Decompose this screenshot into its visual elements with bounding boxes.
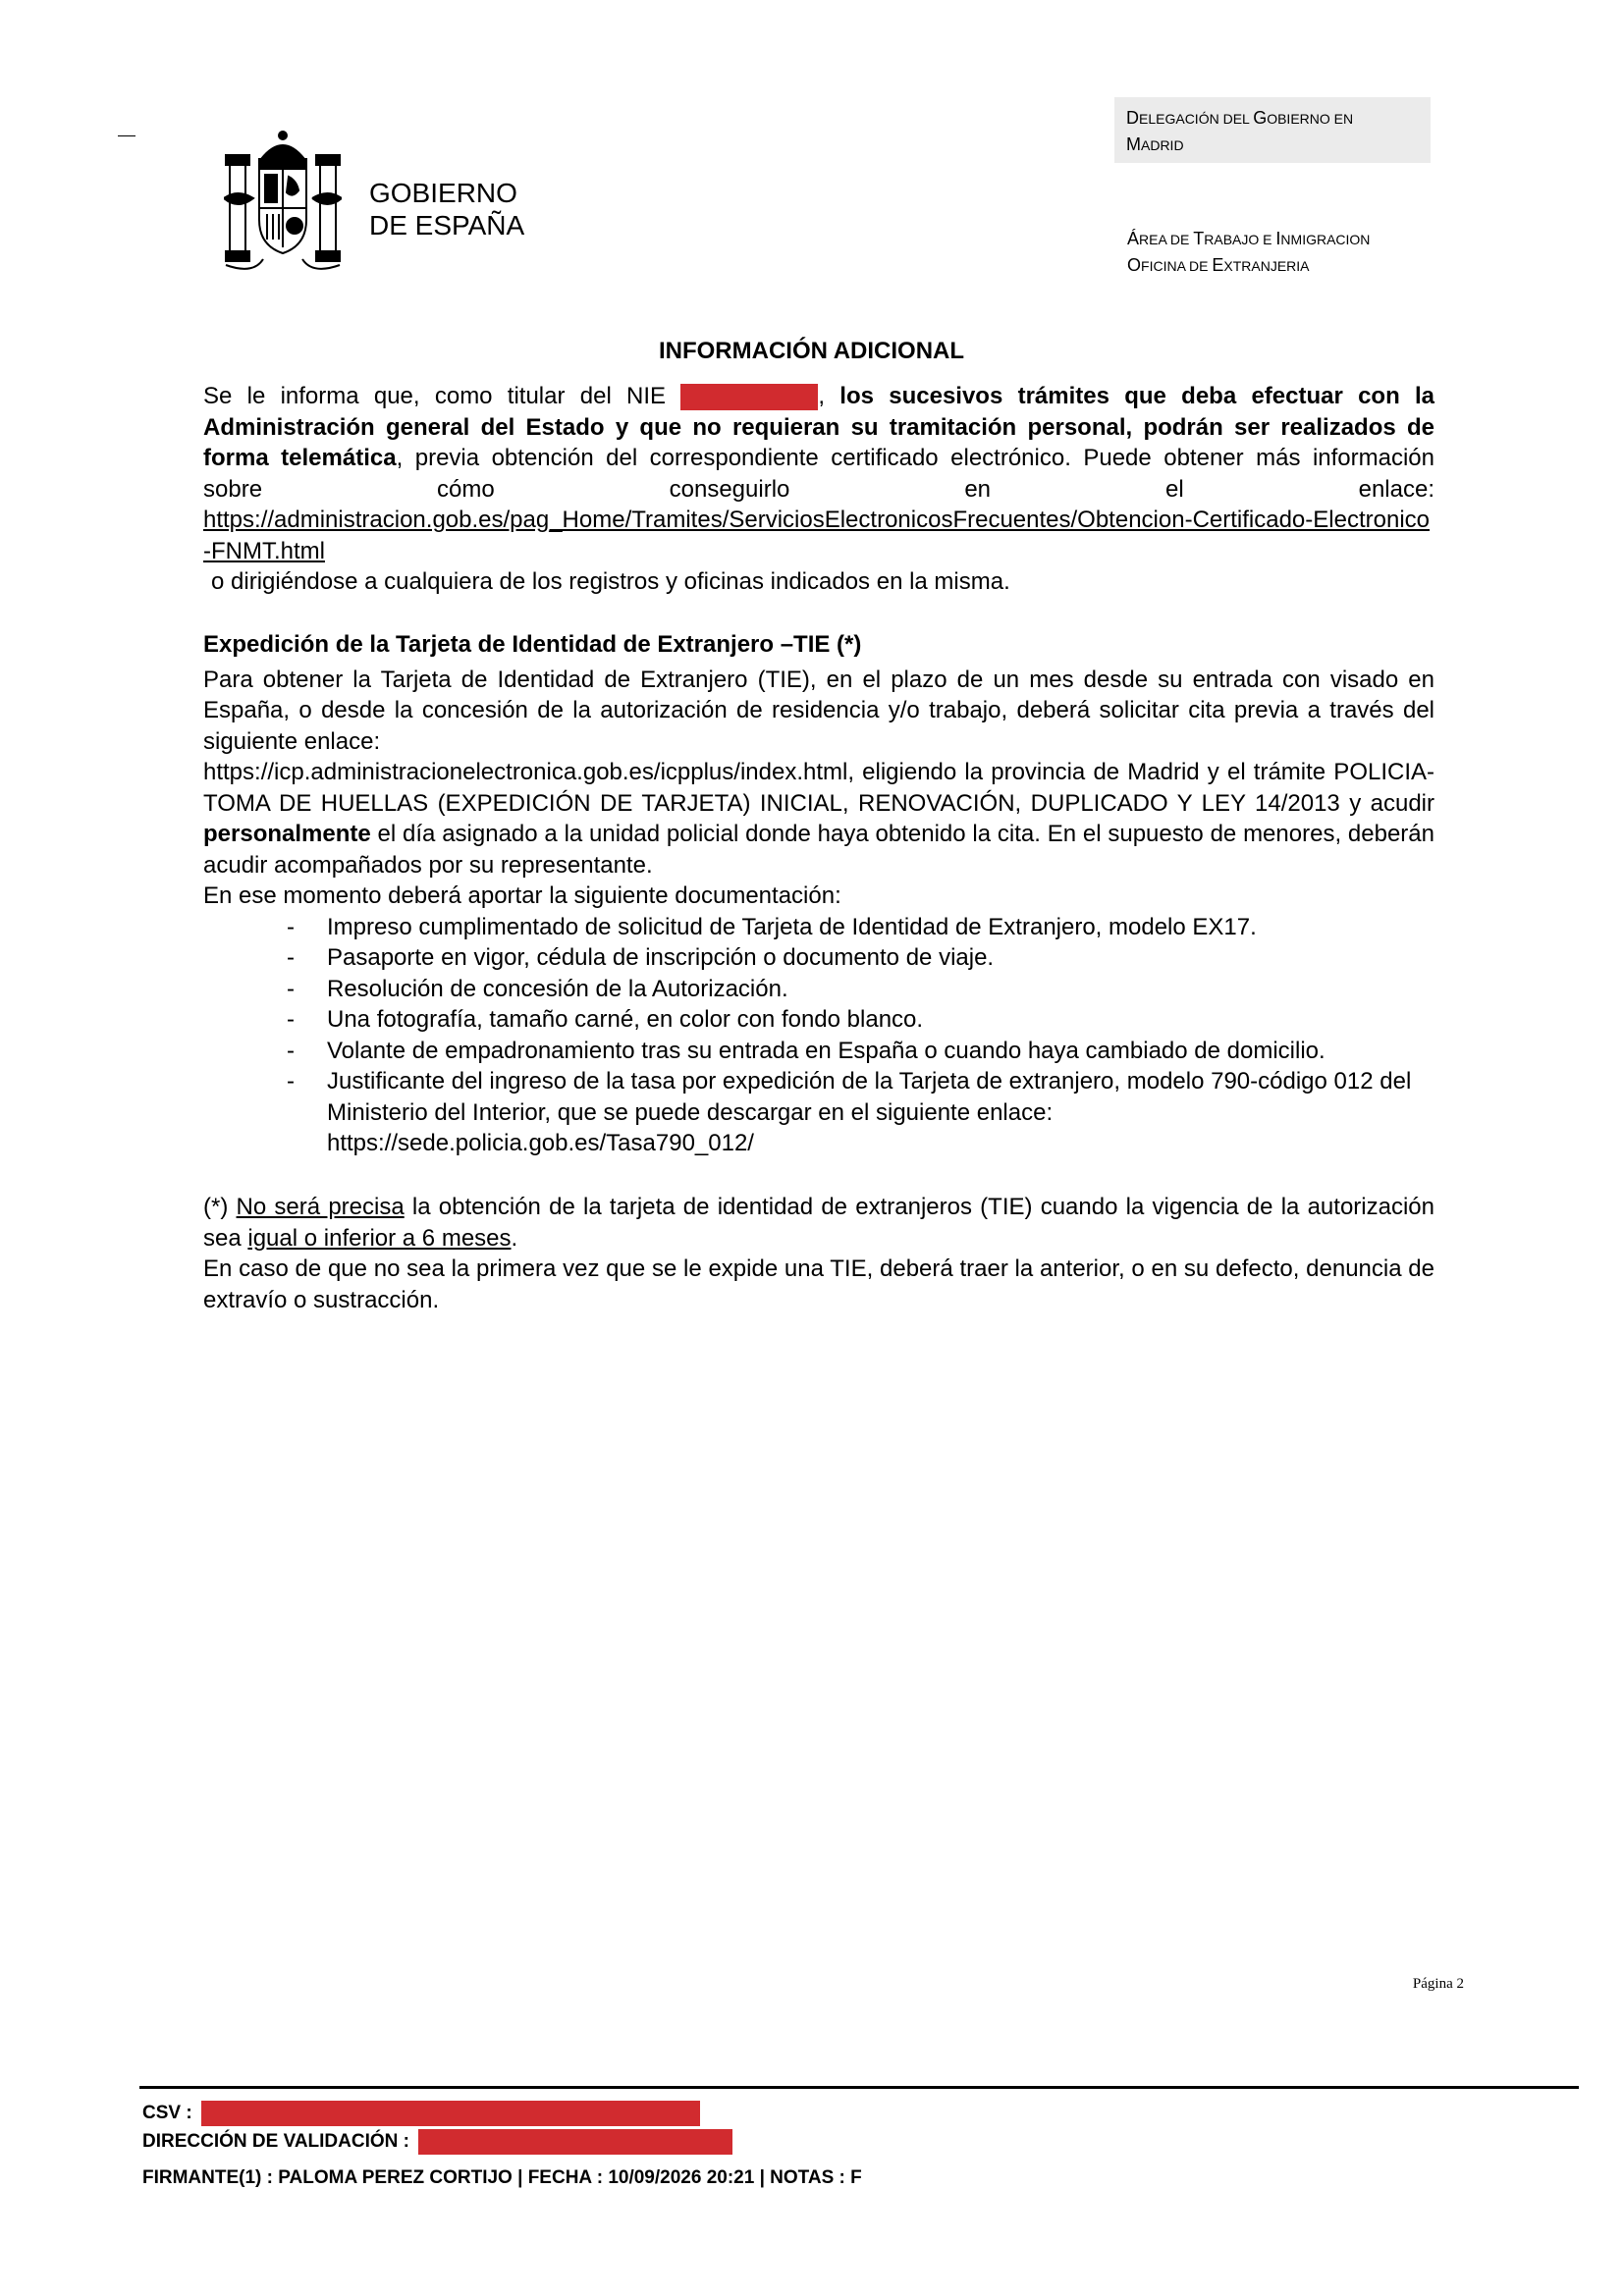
list-item (203, 912, 1434, 943)
note-underlined-1: No será precisa (236, 1194, 405, 1220)
signer-line: FIRMANTE(1) : PALOMA PEREZ CORTIJO | FECHA : 10/09/2026 20:21 | NOTAS : F (142, 2167, 862, 2188)
list-bullet: - (287, 975, 295, 1002)
area-line-1: ÁREA DE TRABAJO E INMIGRACION (1127, 229, 1371, 248)
area-office (1127, 226, 1370, 279)
gov-line-2: DE ESPAÑA (369, 210, 525, 240)
nie-redaction (680, 384, 818, 410)
fnmt-certificate-link[interactable]: https://administracion.gob.es/pag_Home/Tramites/ServiciosElectronicosFrecuentes/Obtencion-Certificado-Electronico-FNMT.html (203, 507, 1430, 564)
coat-of-arms-icon (224, 130, 342, 275)
intro-after-link: o dirigiéndose a cualquiera de los registros y oficinas indicados en la misma. (211, 568, 1010, 595)
tie-paragraph-1: Para obtener la Tarjeta de Identidad de Extranjero (TIE), en el plazo de un mes desde su entrada con visado en España, o desde la concesión de la autorización de residencia y/o trabajo, deberá solicitar cita previa a través del siguiente enlace: (203, 666, 1434, 755)
validation-line (142, 2129, 732, 2155)
note-middle-text: la obtención de la tarjeta de identidad de extranjeros (TIE) cuando la vigencia de la autorización sea (203, 1194, 1434, 1252)
list-item (203, 1066, 1434, 1159)
list-item (203, 942, 1434, 974)
list-item-text: Resolución de concesión de la Autorización. (327, 975, 788, 1002)
list-item (203, 974, 1434, 1005)
list-item-text: Volante de empadronamiento tras su entrada en España o cuando haya cambiado de domicilio. (327, 1037, 1325, 1064)
tasa-790-link[interactable]: https://sede.policia.gob.es/Tasa790_012/ (327, 1130, 754, 1156)
list-bullet: - (287, 1068, 295, 1095)
list-bullet: - (287, 944, 295, 971)
tie-section (203, 629, 1434, 1159)
tie-paragraph-2 (203, 757, 1434, 881)
list-item-text: Impreso cumplimentado de solicitud de Tarjeta de Identidad de Extranjero, modelo EX17. (327, 913, 1257, 940)
delegation-line-1: DELEGACIÓN DEL GOBIERNO EN (1126, 108, 1354, 128)
page-number: Página 2 (1412, 1976, 1464, 1992)
header-dash (118, 135, 135, 136)
tie-para2-bold: personalmente (203, 821, 371, 847)
list-item (203, 1036, 1434, 1067)
delegation-line-2: MADRID (1126, 134, 1184, 154)
intro-section (203, 381, 1434, 598)
intro-comma: , (818, 383, 826, 409)
area-line-2: OFICINA DE EXTRANJERIA (1127, 255, 1310, 275)
document-title: INFORMACIÓN ADICIONAL (658, 338, 965, 364)
list-item-text: Una fotografía, tamaño carné, en color con fondo blanco. (327, 1006, 924, 1033)
intro-text-1: Se le informa que, como titular del NIE (203, 383, 667, 409)
intro-link-block (203, 505, 1434, 566)
csv-redaction (201, 2101, 700, 2126)
tie-para2-text-b: el día asignado a la unidad policial donde haya obtenido la cita. En el supuesto de menores, deberán acudir acompañados por su representante. (203, 821, 1434, 879)
gov-line-1: GOBIERNO (369, 178, 517, 208)
footer-divider (139, 2086, 1579, 2089)
csv-label: CSV : (142, 2103, 192, 2124)
list-item-text: Pasaporte en vigor, cédula de inscripción o documento de viaje. (327, 944, 995, 971)
note-section (203, 1192, 1434, 1315)
validation-redaction (418, 2129, 732, 2155)
intro-bold-text: los sucesivos trámites que deba efectuar con la Administración general del Estado y que no requieran su tramitación personal, podrán ser realizados de forma telemática (203, 383, 1435, 471)
tie-para2-text-a: https://icp.administracionelectronica.gob.es/icpplus/index.html, eligiendo la provincia de Madrid y el trámite POLICIA-TOMA DE HUELLAS (EXPEDICIÓN DE TARJETA) INICIAL, RENOVACIÓN, DUPLICADO Y LEY 14/2013 y acudir (203, 759, 1434, 817)
note-end: . (511, 1224, 518, 1252)
tie-heading: Expedición de la Tarjeta de Identidad de Extranjero –TIE (*) (203, 631, 862, 658)
required-documents-list (203, 912, 1434, 1159)
csv-line (142, 2101, 700, 2126)
note-prefix: (*) (203, 1194, 229, 1220)
note-paragraph-2: En caso de que no sea la primera vez que se le expide una TIE, deberá traer la anterior, o en su defecto, denuncia de extravío o sustracción. (203, 1255, 1434, 1313)
list-item (203, 1004, 1434, 1036)
list-item-text: Justificante del ingreso de la tasa por expedición de la Tarjeta de extranjero, modelo 790-código 012 del Ministerio del Interior, que se puede descargar en el siguiente enlace: (327, 1068, 1412, 1126)
list-bullet: - (287, 1037, 295, 1064)
docs-intro: En ese momento deberá aportar la siguiente documentación: (203, 882, 841, 909)
list-bullet: - (287, 1006, 295, 1033)
note-paragraph (203, 1192, 1434, 1254)
intro-text-2: , previa obtención del correspondiente certificado electrónico. Puede obtener más información sobre cómo conseguirlo en el enlace: (203, 445, 1435, 503)
validation-label: DIRECCIÓN DE VALIDACIÓN : (142, 2131, 409, 2153)
delegation-box (1114, 97, 1431, 163)
list-bullet: - (287, 913, 295, 940)
note-underlined-2: igual o inferior a 6 meses (247, 1224, 512, 1252)
intro-paragraph (203, 381, 1434, 505)
government-logo-text (369, 177, 524, 241)
